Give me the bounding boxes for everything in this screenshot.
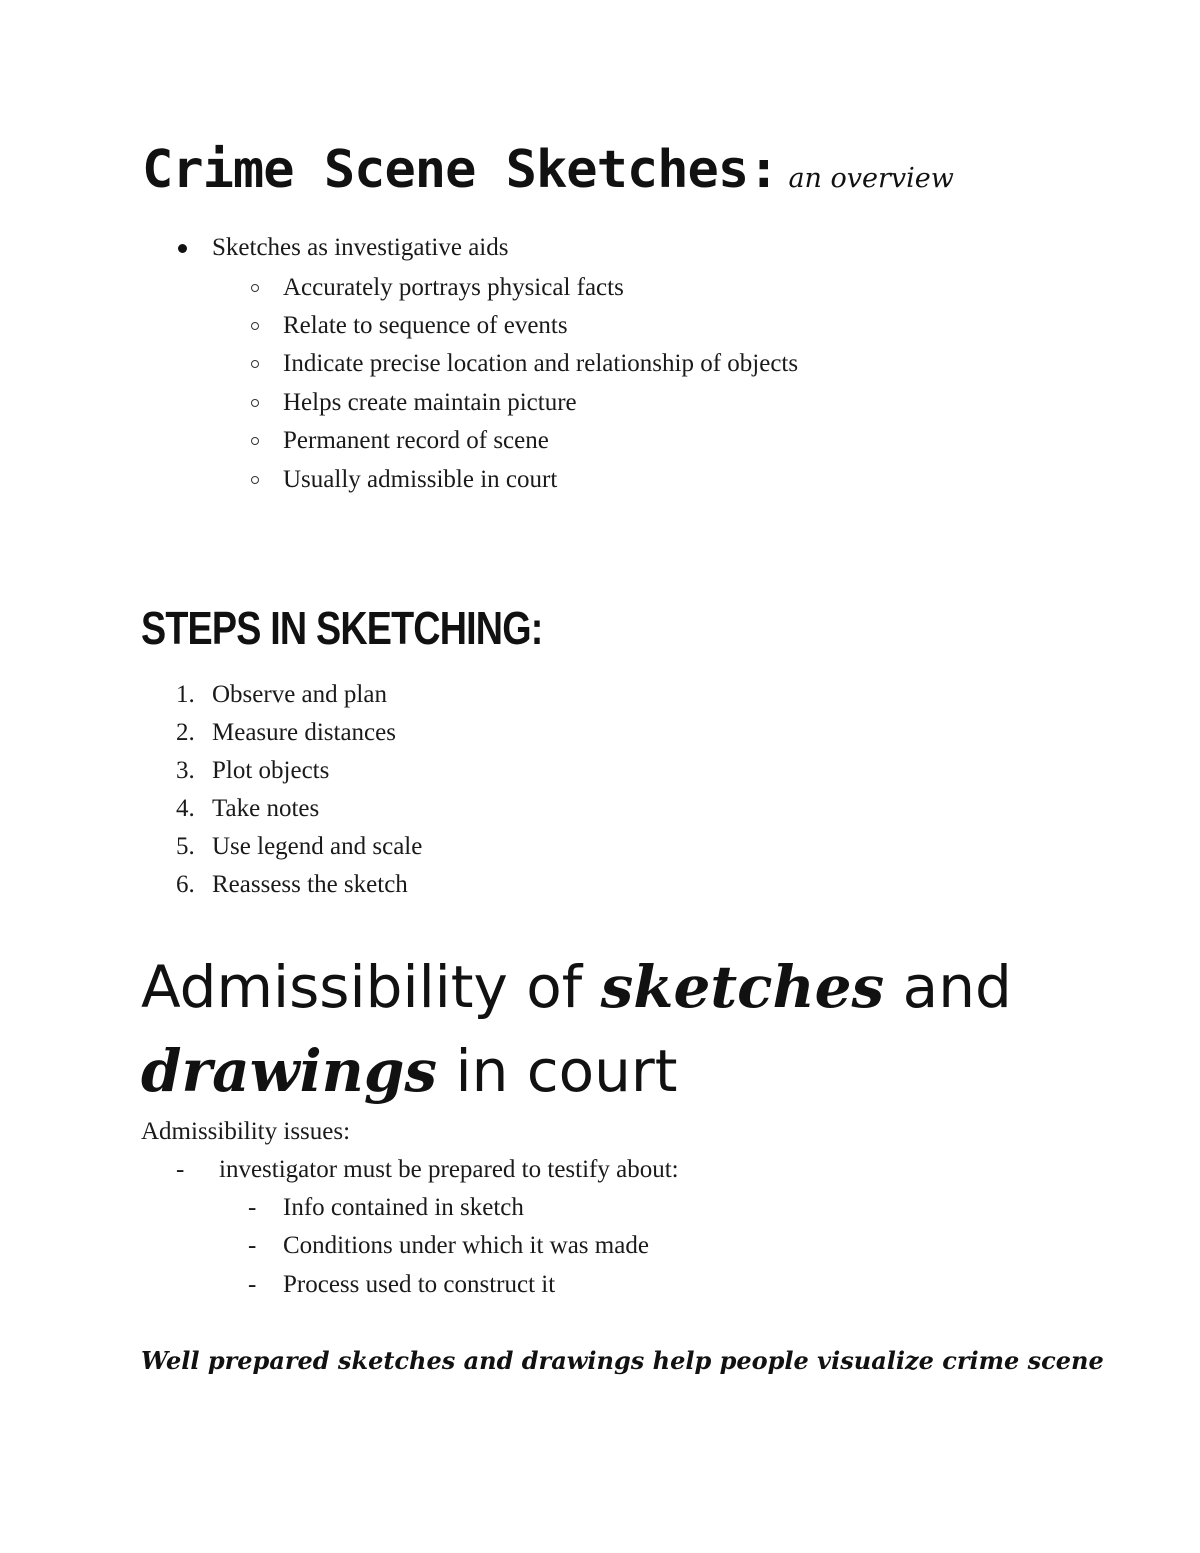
ring-bullet-icon <box>251 360 259 368</box>
closing-statement: Well prepared sketches and drawings help people visualize crime scene <box>141 1346 1104 1375</box>
list-item: investigator must be prepared to testify about: <box>219 1156 679 1183</box>
admissibility-heading <box>141 945 1041 1113</box>
ring-bullet-icon <box>251 322 259 330</box>
step-number: 5. <box>176 833 195 860</box>
list-item: Helps create maintain picture <box>283 389 577 416</box>
list-item: Conditions under which it was made <box>283 1232 649 1259</box>
heading-text: Admissibility of <box>141 953 601 1021</box>
step-number: 4. <box>176 795 195 822</box>
list-item: Accurately portrays physical facts <box>283 274 624 301</box>
list-item: Process used to construct it <box>283 1271 556 1298</box>
step-item: Plot objects <box>212 757 330 784</box>
list-item: Sketches as investigative aids <box>212 234 509 261</box>
list-item: Usually admissible in court <box>283 466 558 493</box>
step-item: Measure distances <box>212 719 396 746</box>
step-item: Take notes <box>212 795 320 822</box>
list-item: Indicate precise location and relationship of objects <box>283 350 799 377</box>
ring-bullet-icon <box>251 476 259 484</box>
list-item: Relate to sequence of events <box>283 312 568 339</box>
dash-bullet: - <box>176 1156 185 1183</box>
step-item: Use legend and scale <box>212 833 423 860</box>
step-number: 1. <box>176 681 195 708</box>
step-number: 3. <box>176 757 195 784</box>
step-number: 6. <box>176 871 195 898</box>
ring-bullet-icon <box>251 399 259 407</box>
steps-heading: STEPS IN SKETCHING: <box>141 602 543 654</box>
dash-bullet: - <box>248 1271 257 1298</box>
step-item: Reassess the sketch <box>212 871 408 898</box>
issues-label: Admissibility issues: <box>141 1118 351 1145</box>
heading-text: and <box>884 953 1012 1021</box>
heading-emphasis: drawings <box>141 1037 438 1105</box>
heading-emphasis: sketches <box>600 953 885 1021</box>
dash-bullet: - <box>248 1232 257 1259</box>
dash-bullet: - <box>248 1194 257 1221</box>
bullet-dot-icon <box>178 244 187 253</box>
step-number: 2. <box>176 719 195 746</box>
page-title <box>142 140 954 200</box>
ring-bullet-icon <box>251 284 259 292</box>
heading-text: in court <box>437 1037 678 1105</box>
step-item: Observe and plan <box>212 681 387 708</box>
title-subtitle: an overview <box>788 163 954 194</box>
ring-bullet-icon <box>251 437 259 445</box>
list-item: Info contained in sketch <box>283 1194 524 1221</box>
title-main: Crime Scene Sketches: <box>142 140 779 200</box>
list-item: Permanent record of scene <box>283 427 549 454</box>
